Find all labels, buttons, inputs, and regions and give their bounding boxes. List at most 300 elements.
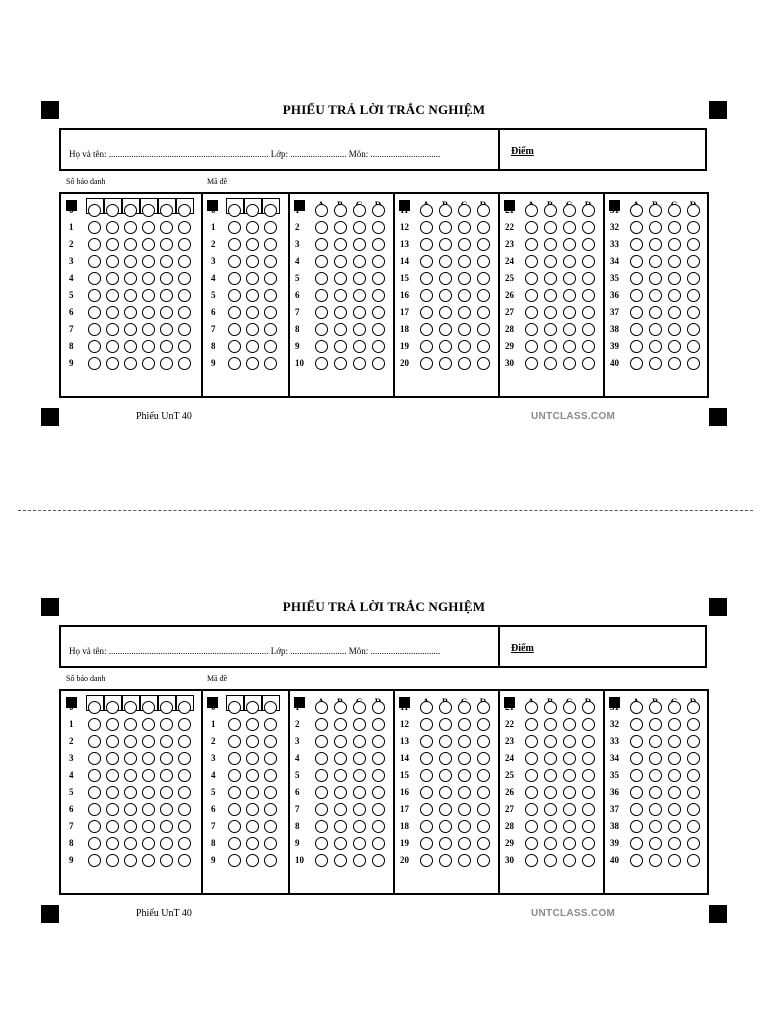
- answer-bubble[interactable]: [687, 255, 700, 268]
- answer-bubble[interactable]: [353, 752, 366, 765]
- answer-bubble[interactable]: [353, 340, 366, 353]
- answer-bubble[interactable]: [315, 701, 328, 714]
- student-id-bubble[interactable]: [106, 701, 119, 714]
- answer-bubble[interactable]: [630, 854, 643, 867]
- exam-code-bubble[interactable]: [246, 255, 259, 268]
- answer-bubble[interactable]: [582, 820, 595, 833]
- answer-bubble[interactable]: [420, 837, 433, 850]
- answer-bubble[interactable]: [582, 323, 595, 336]
- answer-bubble[interactable]: [649, 272, 662, 285]
- answer-bubble[interactable]: [315, 306, 328, 319]
- answer-bubble[interactable]: [477, 854, 490, 867]
- answer-bubble[interactable]: [458, 837, 471, 850]
- answer-bubble[interactable]: [334, 786, 347, 799]
- answer-bubble[interactable]: [544, 752, 557, 765]
- answer-bubble[interactable]: [315, 289, 328, 302]
- answer-bubble[interactable]: [372, 357, 385, 370]
- answer-bubble[interactable]: [439, 238, 452, 251]
- answer-bubble[interactable]: [649, 238, 662, 251]
- answer-bubble[interactable]: [353, 357, 366, 370]
- answer-bubble[interactable]: [458, 255, 471, 268]
- student-id-bubble[interactable]: [106, 803, 119, 816]
- answer-bubble[interactable]: [420, 803, 433, 816]
- answer-bubble[interactable]: [315, 786, 328, 799]
- student-id-bubble[interactable]: [106, 204, 119, 217]
- exam-code-bubble[interactable]: [264, 769, 277, 782]
- answer-bubble[interactable]: [668, 837, 681, 850]
- answer-bubble[interactable]: [477, 289, 490, 302]
- student-id-bubble[interactable]: [106, 289, 119, 302]
- answer-bubble[interactable]: [544, 769, 557, 782]
- answer-bubble[interactable]: [630, 820, 643, 833]
- student-id-bubble[interactable]: [124, 272, 137, 285]
- answer-bubble[interactable]: [315, 803, 328, 816]
- student-id-bubble[interactable]: [124, 204, 137, 217]
- student-id-bubble[interactable]: [142, 837, 155, 850]
- answer-bubble[interactable]: [315, 820, 328, 833]
- answer-bubble[interactable]: [439, 735, 452, 748]
- answer-bubble[interactable]: [458, 718, 471, 731]
- answer-bubble[interactable]: [668, 820, 681, 833]
- student-id-bubble[interactable]: [124, 803, 137, 816]
- student-id-bubble[interactable]: [178, 803, 191, 816]
- exam-code-bubble[interactable]: [246, 803, 259, 816]
- answer-bubble[interactable]: [334, 272, 347, 285]
- answer-bubble[interactable]: [420, 289, 433, 302]
- answer-bubble[interactable]: [630, 752, 643, 765]
- answer-bubble[interactable]: [544, 735, 557, 748]
- answer-bubble[interactable]: [372, 701, 385, 714]
- answer-bubble[interactable]: [372, 340, 385, 353]
- student-id-bubble[interactable]: [88, 238, 101, 251]
- answer-bubble[interactable]: [458, 786, 471, 799]
- answer-bubble[interactable]: [420, 820, 433, 833]
- answer-bubble[interactable]: [544, 306, 557, 319]
- student-id-bubble[interactable]: [88, 357, 101, 370]
- exam-code-bubble[interactable]: [246, 238, 259, 251]
- student-id-bubble[interactable]: [88, 323, 101, 336]
- answer-bubble[interactable]: [334, 820, 347, 833]
- answer-bubble[interactable]: [372, 221, 385, 234]
- answer-bubble[interactable]: [439, 357, 452, 370]
- exam-code-bubble[interactable]: [246, 289, 259, 302]
- exam-code-bubble[interactable]: [228, 221, 241, 234]
- exam-code-bubble[interactable]: [246, 272, 259, 285]
- answer-bubble[interactable]: [630, 306, 643, 319]
- answer-bubble[interactable]: [315, 238, 328, 251]
- exam-code-bubble[interactable]: [228, 820, 241, 833]
- student-id-bubble[interactable]: [160, 701, 173, 714]
- answer-bubble[interactable]: [420, 701, 433, 714]
- exam-code-bubble[interactable]: [228, 272, 241, 285]
- student-id-bubble[interactable]: [178, 289, 191, 302]
- exam-code-bubble[interactable]: [246, 837, 259, 850]
- answer-bubble[interactable]: [582, 701, 595, 714]
- student-id-bubble[interactable]: [106, 272, 119, 285]
- answer-bubble[interactable]: [563, 752, 576, 765]
- student-id-bubble[interactable]: [124, 837, 137, 850]
- student-id-bubble[interactable]: [142, 289, 155, 302]
- answer-bubble[interactable]: [687, 735, 700, 748]
- answer-bubble[interactable]: [353, 701, 366, 714]
- answer-bubble[interactable]: [353, 854, 366, 867]
- student-id-bubble[interactable]: [178, 820, 191, 833]
- student-id-bubble[interactable]: [106, 323, 119, 336]
- student-id-bubble[interactable]: [160, 735, 173, 748]
- answer-bubble[interactable]: [630, 701, 643, 714]
- answer-bubble[interactable]: [582, 357, 595, 370]
- student-id-bubble[interactable]: [88, 752, 101, 765]
- answer-bubble[interactable]: [458, 357, 471, 370]
- exam-code-bubble[interactable]: [264, 238, 277, 251]
- student-id-bubble[interactable]: [142, 238, 155, 251]
- answer-bubble[interactable]: [353, 735, 366, 748]
- exam-code-bubble[interactable]: [246, 340, 259, 353]
- student-id-bubble[interactable]: [142, 306, 155, 319]
- exam-code-bubble[interactable]: [246, 752, 259, 765]
- answer-bubble[interactable]: [372, 735, 385, 748]
- exam-code-bubble[interactable]: [246, 786, 259, 799]
- exam-code-bubble[interactable]: [228, 204, 241, 217]
- student-id-bubble[interactable]: [178, 340, 191, 353]
- answer-bubble[interactable]: [525, 769, 538, 782]
- answer-bubble[interactable]: [582, 272, 595, 285]
- answer-bubble[interactable]: [420, 854, 433, 867]
- answer-bubble[interactable]: [525, 221, 538, 234]
- answer-bubble[interactable]: [353, 238, 366, 251]
- answer-bubble[interactable]: [630, 837, 643, 850]
- answer-bubble[interactable]: [353, 820, 366, 833]
- exam-code-bubble[interactable]: [264, 718, 277, 731]
- answer-bubble[interactable]: [630, 255, 643, 268]
- answer-bubble[interactable]: [372, 238, 385, 251]
- exam-code-bubble[interactable]: [228, 306, 241, 319]
- answer-bubble[interactable]: [477, 221, 490, 234]
- answer-bubble[interactable]: [525, 786, 538, 799]
- answer-bubble[interactable]: [630, 238, 643, 251]
- exam-code-bubble[interactable]: [264, 701, 277, 714]
- student-id-bubble[interactable]: [106, 718, 119, 731]
- answer-bubble[interactable]: [582, 306, 595, 319]
- answer-bubble[interactable]: [525, 735, 538, 748]
- answer-bubble[interactable]: [668, 221, 681, 234]
- answer-bubble[interactable]: [582, 289, 595, 302]
- answer-bubble[interactable]: [334, 854, 347, 867]
- answer-bubble[interactable]: [649, 752, 662, 765]
- answer-bubble[interactable]: [544, 272, 557, 285]
- answer-bubble[interactable]: [315, 837, 328, 850]
- exam-code-bubble[interactable]: [246, 204, 259, 217]
- answer-bubble[interactable]: [563, 701, 576, 714]
- answer-bubble[interactable]: [477, 769, 490, 782]
- answer-bubble[interactable]: [439, 701, 452, 714]
- answer-bubble[interactable]: [372, 255, 385, 268]
- answer-bubble[interactable]: [649, 735, 662, 748]
- answer-bubble[interactable]: [687, 701, 700, 714]
- student-id-bubble[interactable]: [178, 323, 191, 336]
- answer-bubble[interactable]: [668, 786, 681, 799]
- answer-bubble[interactable]: [477, 323, 490, 336]
- answer-bubble[interactable]: [353, 786, 366, 799]
- answer-bubble[interactable]: [525, 204, 538, 217]
- exam-code-bubble[interactable]: [228, 701, 241, 714]
- answer-bubble[interactable]: [668, 255, 681, 268]
- answer-bubble[interactable]: [372, 803, 385, 816]
- answer-bubble[interactable]: [525, 323, 538, 336]
- answer-bubble[interactable]: [544, 837, 557, 850]
- answer-bubble[interactable]: [630, 221, 643, 234]
- exam-code-bubble[interactable]: [264, 272, 277, 285]
- answer-bubble[interactable]: [544, 357, 557, 370]
- student-id-bubble[interactable]: [106, 854, 119, 867]
- answer-bubble[interactable]: [563, 306, 576, 319]
- answer-bubble[interactable]: [649, 221, 662, 234]
- answer-bubble[interactable]: [439, 786, 452, 799]
- answer-bubble[interactable]: [649, 837, 662, 850]
- answer-bubble[interactable]: [372, 752, 385, 765]
- answer-bubble[interactable]: [420, 272, 433, 285]
- answer-bubble[interactable]: [582, 769, 595, 782]
- exam-code-bubble[interactable]: [264, 255, 277, 268]
- answer-bubble[interactable]: [477, 357, 490, 370]
- answer-bubble[interactable]: [563, 820, 576, 833]
- answer-bubble[interactable]: [353, 255, 366, 268]
- answer-bubble[interactable]: [544, 803, 557, 816]
- exam-code-bubble[interactable]: [246, 769, 259, 782]
- answer-bubble[interactable]: [315, 272, 328, 285]
- answer-bubble[interactable]: [630, 735, 643, 748]
- student-id-bubble[interactable]: [160, 786, 173, 799]
- answer-bubble[interactable]: [544, 238, 557, 251]
- answer-bubble[interactable]: [563, 340, 576, 353]
- student-id-bubble[interactable]: [106, 306, 119, 319]
- answer-bubble[interactable]: [630, 289, 643, 302]
- answer-bubble[interactable]: [687, 204, 700, 217]
- answer-bubble[interactable]: [687, 357, 700, 370]
- student-id-bubble[interactable]: [124, 340, 137, 353]
- answer-bubble[interactable]: [525, 854, 538, 867]
- student-id-bubble[interactable]: [142, 272, 155, 285]
- answer-bubble[interactable]: [544, 718, 557, 731]
- exam-code-bubble[interactable]: [246, 701, 259, 714]
- answer-bubble[interactable]: [687, 323, 700, 336]
- answer-bubble[interactable]: [525, 752, 538, 765]
- student-id-bubble[interactable]: [178, 752, 191, 765]
- exam-code-bubble[interactable]: [264, 803, 277, 816]
- answer-bubble[interactable]: [668, 718, 681, 731]
- student-id-bubble[interactable]: [160, 323, 173, 336]
- answer-bubble[interactable]: [649, 357, 662, 370]
- answer-bubble[interactable]: [353, 289, 366, 302]
- answer-bubble[interactable]: [439, 854, 452, 867]
- student-id-bubble[interactable]: [106, 752, 119, 765]
- answer-bubble[interactable]: [525, 272, 538, 285]
- student-id-bubble[interactable]: [178, 837, 191, 850]
- exam-code-bubble[interactable]: [228, 340, 241, 353]
- answer-bubble[interactable]: [563, 238, 576, 251]
- answer-bubble[interactable]: [582, 718, 595, 731]
- answer-bubble[interactable]: [353, 272, 366, 285]
- answer-bubble[interactable]: [334, 752, 347, 765]
- student-id-bubble[interactable]: [160, 769, 173, 782]
- answer-bubble[interactable]: [525, 803, 538, 816]
- answer-bubble[interactable]: [525, 837, 538, 850]
- student-id-bubble[interactable]: [178, 221, 191, 234]
- student-id-bubble[interactable]: [142, 323, 155, 336]
- student-id-bubble[interactable]: [88, 803, 101, 816]
- student-id-bubble[interactable]: [178, 306, 191, 319]
- exam-code-bubble[interactable]: [264, 854, 277, 867]
- answer-bubble[interactable]: [544, 854, 557, 867]
- answer-bubble[interactable]: [630, 769, 643, 782]
- answer-bubble[interactable]: [334, 769, 347, 782]
- answer-bubble[interactable]: [353, 837, 366, 850]
- student-id-bubble[interactable]: [142, 854, 155, 867]
- answer-bubble[interactable]: [334, 323, 347, 336]
- student-id-bubble[interactable]: [142, 221, 155, 234]
- answer-bubble[interactable]: [563, 221, 576, 234]
- answer-bubble[interactable]: [687, 238, 700, 251]
- student-id-bubble[interactable]: [160, 238, 173, 251]
- exam-code-bubble[interactable]: [246, 357, 259, 370]
- answer-bubble[interactable]: [630, 718, 643, 731]
- exam-code-bubble[interactable]: [228, 718, 241, 731]
- answer-bubble[interactable]: [458, 221, 471, 234]
- answer-bubble[interactable]: [420, 752, 433, 765]
- answer-bubble[interactable]: [687, 803, 700, 816]
- student-id-bubble[interactable]: [106, 340, 119, 353]
- exam-code-bubble[interactable]: [228, 238, 241, 251]
- answer-bubble[interactable]: [668, 854, 681, 867]
- exam-code-bubble[interactable]: [264, 204, 277, 217]
- answer-bubble[interactable]: [477, 752, 490, 765]
- answer-bubble[interactable]: [582, 221, 595, 234]
- answer-bubble[interactable]: [315, 204, 328, 217]
- answer-bubble[interactable]: [439, 769, 452, 782]
- answer-bubble[interactable]: [525, 306, 538, 319]
- answer-bubble[interactable]: [563, 837, 576, 850]
- answer-bubble[interactable]: [563, 786, 576, 799]
- exam-code-bubble[interactable]: [228, 786, 241, 799]
- answer-bubble[interactable]: [563, 323, 576, 336]
- answer-bubble[interactable]: [544, 701, 557, 714]
- answer-bubble[interactable]: [334, 255, 347, 268]
- student-id-bubble[interactable]: [142, 820, 155, 833]
- answer-bubble[interactable]: [439, 204, 452, 217]
- student-id-bubble[interactable]: [142, 255, 155, 268]
- answer-bubble[interactable]: [334, 837, 347, 850]
- exam-code-bubble[interactable]: [228, 255, 241, 268]
- student-id-bubble[interactable]: [160, 820, 173, 833]
- answer-bubble[interactable]: [372, 204, 385, 217]
- student-id-bubble[interactable]: [106, 820, 119, 833]
- student-id-bubble[interactable]: [106, 238, 119, 251]
- student-id-bubble[interactable]: [178, 786, 191, 799]
- student-id-bubble[interactable]: [124, 786, 137, 799]
- answer-bubble[interactable]: [525, 718, 538, 731]
- answer-bubble[interactable]: [687, 340, 700, 353]
- student-id-bubble[interactable]: [88, 221, 101, 234]
- answer-bubble[interactable]: [439, 272, 452, 285]
- student-id-bubble[interactable]: [124, 323, 137, 336]
- answer-bubble[interactable]: [420, 769, 433, 782]
- answer-bubble[interactable]: [668, 306, 681, 319]
- student-id-bubble[interactable]: [124, 255, 137, 268]
- answer-bubble[interactable]: [353, 204, 366, 217]
- answer-bubble[interactable]: [582, 238, 595, 251]
- answer-bubble[interactable]: [477, 803, 490, 816]
- answer-bubble[interactable]: [372, 786, 385, 799]
- answer-bubble[interactable]: [687, 837, 700, 850]
- exam-code-bubble[interactable]: [246, 735, 259, 748]
- answer-bubble[interactable]: [544, 255, 557, 268]
- student-id-bubble[interactable]: [88, 769, 101, 782]
- answer-bubble[interactable]: [477, 255, 490, 268]
- answer-bubble[interactable]: [525, 340, 538, 353]
- answer-bubble[interactable]: [477, 735, 490, 748]
- answer-bubble[interactable]: [439, 803, 452, 816]
- student-id-bubble[interactable]: [88, 204, 101, 217]
- answer-bubble[interactable]: [582, 340, 595, 353]
- answer-bubble[interactable]: [630, 204, 643, 217]
- answer-bubble[interactable]: [353, 803, 366, 816]
- exam-code-bubble[interactable]: [264, 837, 277, 850]
- exam-code-bubble[interactable]: [246, 323, 259, 336]
- student-id-bubble[interactable]: [124, 718, 137, 731]
- exam-code-bubble[interactable]: [246, 854, 259, 867]
- exam-code-bubble[interactable]: [228, 735, 241, 748]
- exam-code-bubble[interactable]: [246, 718, 259, 731]
- answer-bubble[interactable]: [630, 803, 643, 816]
- answer-bubble[interactable]: [458, 701, 471, 714]
- student-id-bubble[interactable]: [106, 786, 119, 799]
- answer-bubble[interactable]: [649, 340, 662, 353]
- answer-bubble[interactable]: [334, 238, 347, 251]
- answer-bubble[interactable]: [458, 272, 471, 285]
- answer-bubble[interactable]: [458, 820, 471, 833]
- answer-bubble[interactable]: [668, 357, 681, 370]
- exam-code-bubble[interactable]: [264, 306, 277, 319]
- answer-bubble[interactable]: [525, 357, 538, 370]
- student-info-line[interactable]: Họ và tên: ....................................................................... Lớp: ......................... Môn: ...............................: [69, 149, 441, 159]
- answer-bubble[interactable]: [458, 735, 471, 748]
- exam-code-bubble[interactable]: [264, 289, 277, 302]
- answer-bubble[interactable]: [582, 837, 595, 850]
- answer-bubble[interactable]: [544, 204, 557, 217]
- exam-code-bubble[interactable]: [264, 340, 277, 353]
- answer-bubble[interactable]: [563, 204, 576, 217]
- answer-bubble[interactable]: [525, 238, 538, 251]
- answer-bubble[interactable]: [563, 357, 576, 370]
- answer-bubble[interactable]: [334, 306, 347, 319]
- answer-bubble[interactable]: [582, 786, 595, 799]
- answer-bubble[interactable]: [439, 752, 452, 765]
- answer-bubble[interactable]: [668, 204, 681, 217]
- student-id-bubble[interactable]: [88, 735, 101, 748]
- answer-bubble[interactable]: [420, 718, 433, 731]
- exam-code-bubble[interactable]: [264, 752, 277, 765]
- answer-bubble[interactable]: [525, 701, 538, 714]
- student-id-bubble[interactable]: [124, 306, 137, 319]
- answer-bubble[interactable]: [458, 769, 471, 782]
- answer-bubble[interactable]: [687, 221, 700, 234]
- answer-bubble[interactable]: [525, 820, 538, 833]
- student-id-bubble[interactable]: [106, 769, 119, 782]
- answer-bubble[interactable]: [687, 786, 700, 799]
- student-id-bubble[interactable]: [142, 786, 155, 799]
- answer-bubble[interactable]: [315, 769, 328, 782]
- answer-bubble[interactable]: [315, 255, 328, 268]
